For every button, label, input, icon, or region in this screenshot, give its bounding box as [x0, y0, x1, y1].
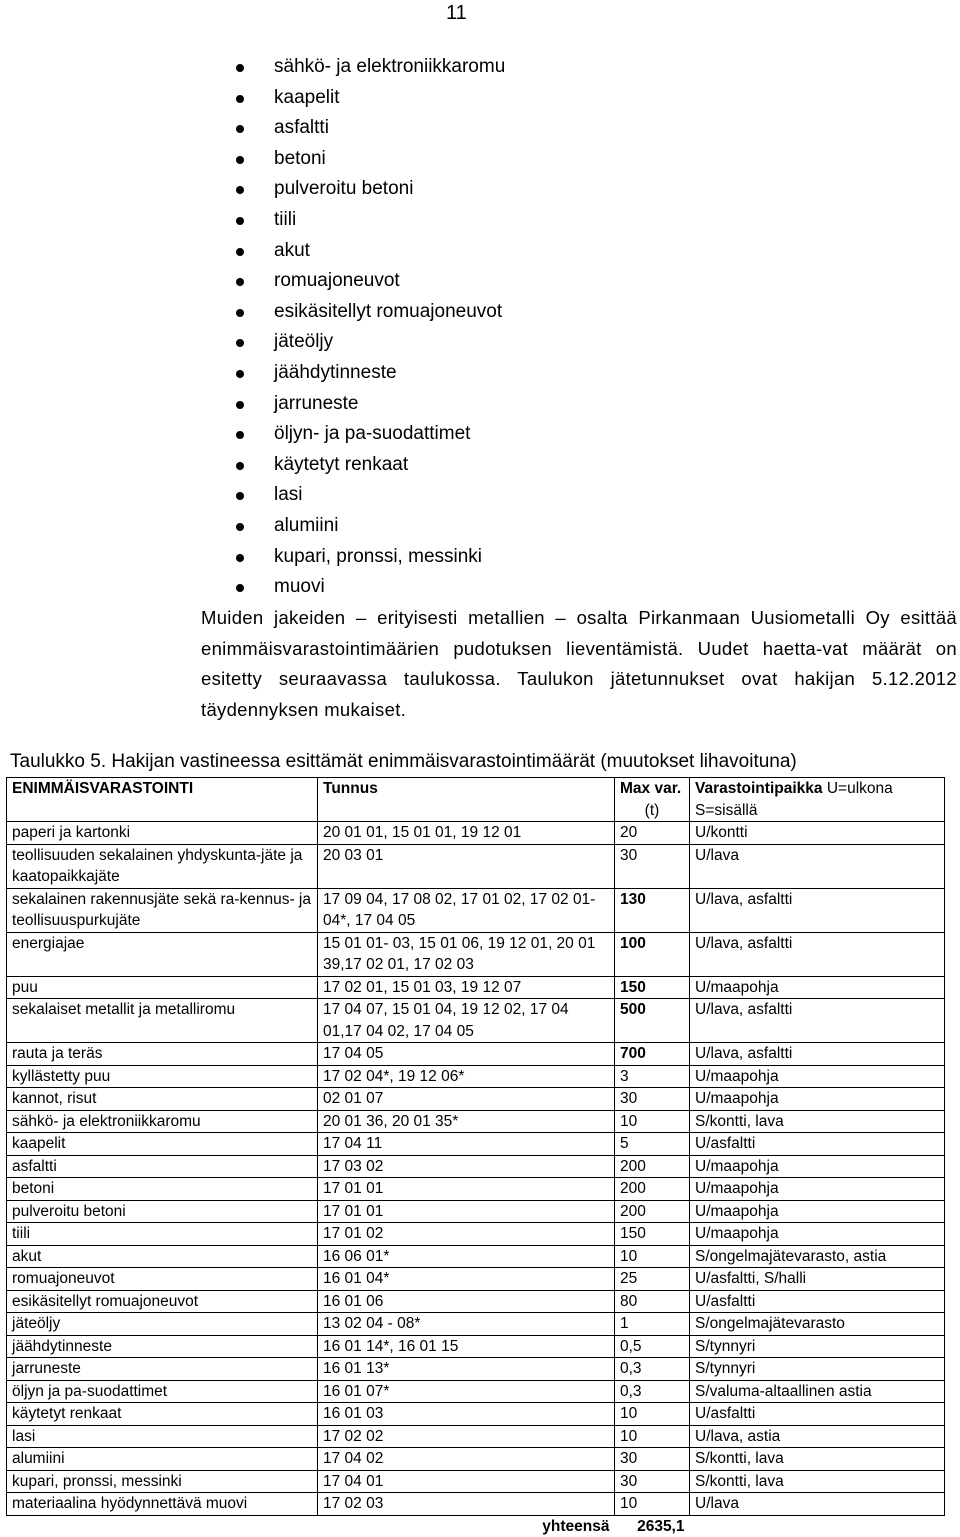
cell-name: alumiini	[7, 1448, 318, 1471]
cell-name: öljyn ja pa-suodattimet	[7, 1380, 318, 1403]
bullet-dot-icon	[236, 186, 244, 194]
table-header-row	[7, 778, 945, 822]
cell-code: 17 01 01	[318, 1178, 615, 1201]
cell-name: energiajae	[7, 932, 318, 976]
cell-place: S/kontti, lava	[690, 1448, 945, 1471]
cell-max: 10	[615, 1403, 690, 1426]
table-row	[7, 1470, 945, 1493]
cell-name: jäähdytinneste	[7, 1335, 318, 1358]
cell-code: 17 04 01	[318, 1470, 615, 1493]
header-varastointipaikka	[690, 778, 945, 822]
bullet-item	[226, 236, 505, 267]
cell-code: 16 01 13*	[318, 1358, 615, 1381]
bullet-item	[226, 266, 505, 297]
cell-max: 700	[615, 1043, 690, 1066]
bullet-dot-icon	[236, 339, 244, 347]
bullet-dot-icon	[236, 492, 244, 500]
table-row	[7, 1133, 945, 1156]
table-row	[7, 1290, 945, 1313]
cell-place: U/lava	[690, 844, 945, 888]
cell-name: lasi	[7, 1425, 318, 1448]
table-row	[7, 888, 945, 932]
table-row	[7, 999, 945, 1043]
cell-max: 500	[615, 999, 690, 1043]
cell-max: 0,3	[615, 1380, 690, 1403]
cell-place: U/maapohja	[690, 1200, 945, 1223]
total-value: 2635,1	[637, 1517, 685, 1535]
table-row	[7, 1380, 945, 1403]
bullet-dot-icon	[236, 248, 244, 256]
bullet-dot-icon	[236, 431, 244, 439]
cell-place: S/tynnyri	[690, 1358, 945, 1381]
cell-place: U/kontti	[690, 822, 945, 845]
cell-max: 30	[615, 1470, 690, 1493]
bullet-dot-icon	[236, 156, 244, 164]
header-max	[615, 778, 690, 822]
bullet-item	[226, 480, 505, 511]
bullet-text: jäteöljy	[274, 331, 334, 353]
cell-name: kaapelit	[7, 1133, 318, 1156]
cell-name: sekalainen rakennusjäte sekä ra-kennus- ja teollisuuspurkujäte	[7, 888, 318, 932]
cell-name: tiili	[7, 1223, 318, 1246]
cell-code: 17 04 07, 15 01 04, 19 12 02, 17 04 01,17 04 02, 17 04 05	[318, 999, 615, 1043]
bullet-dot-icon	[236, 462, 244, 470]
bullet-item	[226, 511, 505, 542]
cell-place: U/maapohja	[690, 1088, 945, 1111]
cell-place: U/lava	[690, 1493, 945, 1516]
cell-place: S/tynnyri	[690, 1335, 945, 1358]
bullet-dot-icon	[236, 125, 244, 133]
table-row	[7, 1065, 945, 1088]
bullet-item	[226, 144, 505, 175]
bullet-list	[226, 52, 505, 603]
cell-code: 20 01 01, 15 01 01, 19 12 01	[318, 822, 615, 845]
cell-max: 5	[615, 1133, 690, 1156]
table-row	[7, 1313, 945, 1336]
cell-code: 16 01 06	[318, 1290, 615, 1313]
cell-name: jäteöljy	[7, 1313, 318, 1336]
cell-place: U/lava, asfaltti	[690, 932, 945, 976]
bullet-item	[226, 358, 505, 389]
bullet-dot-icon	[236, 64, 244, 72]
bullet-item	[226, 572, 505, 603]
storage-table	[6, 777, 945, 1537]
bullet-dot-icon	[236, 95, 244, 103]
cell-code: 17 09 04, 17 08 02, 17 01 02, 17 02 01- 04*, 17 04 05	[318, 888, 615, 932]
bullet-item	[226, 174, 505, 205]
cell-max: 150	[615, 1223, 690, 1246]
header-place-legend: U=ulkona S=sisällä	[695, 780, 893, 819]
cell-max: 30	[615, 844, 690, 888]
cell-code: 17 02 04*, 19 12 06*	[318, 1065, 615, 1088]
cell-name: pulveroitu betoni	[7, 1200, 318, 1223]
bullet-item	[226, 83, 505, 114]
table-row	[7, 1245, 945, 1268]
cell-name: puu	[7, 976, 318, 999]
bullet-text: betoni	[274, 147, 326, 169]
cell-place: S/kontti, lava	[690, 1470, 945, 1493]
cell-max: 200	[615, 1178, 690, 1201]
table-row	[7, 1110, 945, 1133]
table-row	[7, 1088, 945, 1111]
table-row	[7, 932, 945, 976]
cell-max: 25	[615, 1268, 690, 1291]
table-row	[7, 1335, 945, 1358]
cell-place: S/valuma-altaallinen astia	[690, 1380, 945, 1403]
header-max-label: Max var.	[620, 780, 682, 797]
cell-name: akut	[7, 1245, 318, 1268]
bullet-dot-icon	[236, 309, 244, 317]
table-row	[7, 1403, 945, 1426]
header-tunnus: Tunnus	[318, 778, 615, 822]
table-row	[7, 822, 945, 845]
bullet-text: öljyn- ja pa-suodattimet	[274, 423, 471, 445]
cell-code: 20 01 36, 20 01 35*	[318, 1110, 615, 1133]
cell-name: sähkö- ja elektroniikkaromu	[7, 1110, 318, 1133]
cell-place: S/ongelmajätevarasto	[690, 1313, 945, 1336]
table-row	[7, 1493, 945, 1516]
cell-max: 10	[615, 1493, 690, 1516]
cell-place: U/maapohja	[690, 1065, 945, 1088]
cell-code: 17 02 02	[318, 1425, 615, 1448]
bullet-dot-icon	[236, 278, 244, 286]
body-paragraph: Muiden jakeiden – erityisesti metallien – osalta Pirkanmaan Uusiometalli Oy esittää enimmäisvarastointimäärien pudotuksen lieventämistä. Uudet haetta-vat määrät on esitetty seuraavassa taulukossa. Taulukon jätetunnukset ovat hakijan 5.12.2012 täydennyksen mukaiset.	[201, 607, 957, 720]
header-place-label: Varastointipaikka	[695, 780, 823, 797]
bullet-text: jäähdytinneste	[274, 361, 397, 383]
table-row	[7, 1223, 945, 1246]
bullet-dot-icon	[236, 523, 244, 531]
bullet-text: tiili	[274, 208, 297, 230]
cell-name: paperi ja kartonki	[7, 822, 318, 845]
bullet-item	[226, 327, 505, 358]
bullet-text: romuajoneuvot	[274, 270, 400, 292]
table-row	[7, 844, 945, 888]
cell-max: 10	[615, 1425, 690, 1448]
bullet-item	[226, 297, 505, 328]
cell-code: 17 01 01	[318, 1200, 615, 1223]
cell-code: 16 01 14*, 16 01 15	[318, 1335, 615, 1358]
cell-name: betoni	[7, 1178, 318, 1201]
cell-max: 0,5	[615, 1335, 690, 1358]
total-label: yhteensä	[542, 1517, 610, 1535]
cell-name: materiaalina hyödynnettävä muovi	[7, 1493, 318, 1516]
cell-max: 30	[615, 1448, 690, 1471]
cell-place: U/maapohja	[690, 1155, 945, 1178]
cell-place: U/asfaltti, S/halli	[690, 1268, 945, 1291]
bullet-dot-icon	[236, 370, 244, 378]
table-caption: Taulukko 5. Hakijan vastineessa esittämät enimmäisvarastointimäärät (muutokset lihavoituna)	[10, 751, 797, 772]
cell-name: kannot, risut	[7, 1088, 318, 1111]
table-row	[7, 1448, 945, 1471]
bullet-text: kupari, pronssi, messinki	[274, 545, 483, 567]
bullet-item	[226, 389, 505, 420]
cell-code: 02 01 07	[318, 1088, 615, 1111]
table-row	[7, 1155, 945, 1178]
cell-code: 15 01 01- 03, 15 01 06, 19 12 01, 20 01 39,17 02 01, 17 02 03	[318, 932, 615, 976]
bullet-item	[226, 542, 505, 573]
cell-code: 17 04 02	[318, 1448, 615, 1471]
cell-code: 16 01 07*	[318, 1380, 615, 1403]
cell-max: 200	[615, 1200, 690, 1223]
bullet-text: esikäsitellyt romuajoneuvot	[274, 300, 503, 322]
cell-name: teollisuuden sekalainen yhdyskunta-jäte ja kaatopaikkajäte	[7, 844, 318, 888]
cell-code: 16 01 04*	[318, 1268, 615, 1291]
cell-code: 17 03 02	[318, 1155, 615, 1178]
cell-max: 0,3	[615, 1358, 690, 1381]
cell-max: 200	[615, 1155, 690, 1178]
cell-code: 20 03 01	[318, 844, 615, 888]
table-row	[7, 1200, 945, 1223]
bullet-text: jarruneste	[274, 392, 359, 414]
bullet-text: muovi	[274, 576, 325, 598]
bullet-text: pulveroitu betoni	[274, 178, 414, 200]
table-row	[7, 1043, 945, 1066]
table-row	[7, 1358, 945, 1381]
cell-code: 17 04 11	[318, 1133, 615, 1156]
bullet-item	[226, 450, 505, 481]
cell-name: kyllästetty puu	[7, 1065, 318, 1088]
page-number: 11	[446, 2, 467, 24]
cell-max: 100	[615, 932, 690, 976]
table-row	[7, 1178, 945, 1201]
cell-code: 16 06 01*	[318, 1245, 615, 1268]
bullet-dot-icon	[236, 584, 244, 592]
bullet-dot-icon	[236, 554, 244, 562]
bullet-text: lasi	[274, 484, 303, 506]
cell-place: U/lava, astia	[690, 1425, 945, 1448]
cell-place: U/maapohja	[690, 1223, 945, 1246]
cell-name: jarruneste	[7, 1358, 318, 1381]
cell-max: 10	[615, 1245, 690, 1268]
cell-code: 17 04 05	[318, 1043, 615, 1066]
header-enimmaisvarastointi: ENIMMÄISVARASTOINTI	[7, 778, 318, 822]
bullet-item	[226, 52, 505, 83]
bullet-text: asfaltti	[274, 117, 329, 139]
cell-max: 10	[615, 1110, 690, 1133]
bullet-item	[226, 419, 505, 450]
cell-place: U/asfaltti	[690, 1133, 945, 1156]
bullet-text: alumiini	[274, 514, 339, 536]
cell-max: 20	[615, 822, 690, 845]
cell-name: kupari, pronssi, messinki	[7, 1470, 318, 1493]
cell-max: 3	[615, 1065, 690, 1088]
bullet-text: akut	[274, 239, 310, 261]
cell-code: 16 01 03	[318, 1403, 615, 1426]
cell-place: U/lava, asfaltti	[690, 888, 945, 932]
cell-place: U/lava, asfaltti	[690, 999, 945, 1043]
cell-place: S/kontti, lava	[690, 1110, 945, 1133]
bullet-dot-icon	[236, 401, 244, 409]
cell-max: 1	[615, 1313, 690, 1336]
cell-code: 13 02 04 - 08*	[318, 1313, 615, 1336]
cell-place: U/lava, asfaltti	[690, 1043, 945, 1066]
cell-name: esikäsitellyt romuajoneuvot	[7, 1290, 318, 1313]
table-row	[7, 976, 945, 999]
cell-name: rauta ja teräs	[7, 1043, 318, 1066]
cell-name: käytetyt renkaat	[7, 1403, 318, 1426]
bullet-item	[226, 205, 505, 236]
cell-place: U/maapohja	[690, 1178, 945, 1201]
cell-code: 17 01 02	[318, 1223, 615, 1246]
cell-code: 17 02 03	[318, 1493, 615, 1516]
cell-code: 17 02 01, 15 01 03, 19 12 07	[318, 976, 615, 999]
bullet-item	[226, 113, 505, 144]
cell-max: 30	[615, 1088, 690, 1111]
bullet-text: käytetyt renkaat	[274, 453, 409, 475]
cell-name: asfaltti	[7, 1155, 318, 1178]
header-max-unit: (t)	[644, 801, 660, 819]
cell-max: 150	[615, 976, 690, 999]
table-row	[7, 1268, 945, 1291]
bullet-text: kaapelit	[274, 86, 340, 108]
cell-name: sekalaiset metallit ja metalliromu	[7, 999, 318, 1043]
bullet-dot-icon	[236, 217, 244, 225]
cell-place: S/ongelmajätevarasto, astia	[690, 1245, 945, 1268]
bullet-text: sähkö- ja elektroniikkaromu	[274, 56, 506, 77]
cell-max: 80	[615, 1290, 690, 1313]
cell-place: U/maapohja	[690, 976, 945, 999]
cell-name: romuajoneuvot	[7, 1268, 318, 1291]
cell-max: 130	[615, 888, 690, 932]
cell-place: U/asfaltti	[690, 1290, 945, 1313]
table-row	[7, 1425, 945, 1448]
cell-place: U/asfaltti	[690, 1403, 945, 1426]
